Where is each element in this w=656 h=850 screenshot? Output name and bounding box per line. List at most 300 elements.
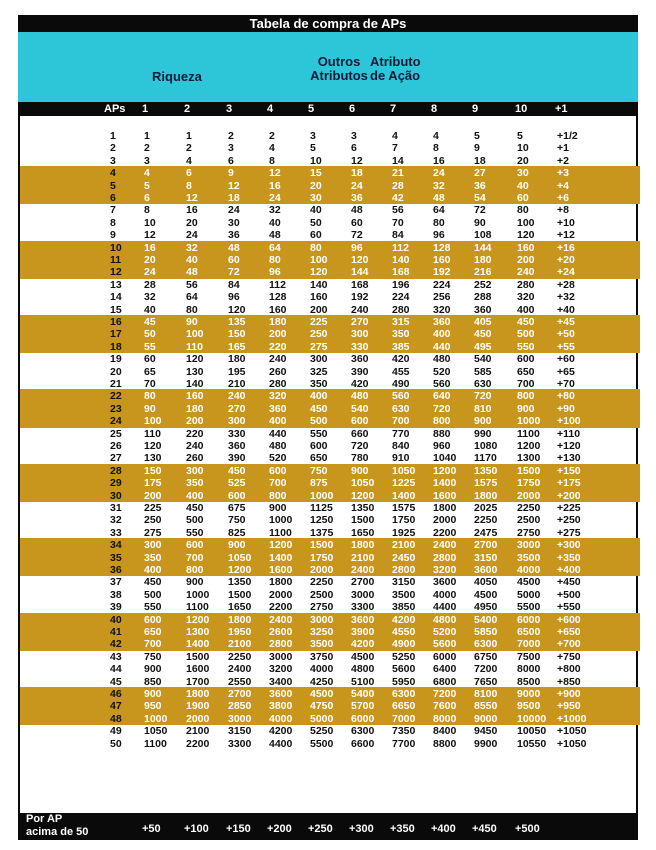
cost-cell: 72	[474, 204, 486, 217]
cost-cell: 4250	[310, 675, 334, 688]
cost-cell: 4500	[351, 650, 375, 663]
cost-cell: 24	[269, 192, 281, 204]
cost-cell: 80	[269, 254, 281, 266]
cost-cell: 45	[144, 316, 156, 328]
cost-cell: 50	[310, 216, 322, 229]
cost-cell: +80	[557, 390, 575, 403]
cost-cell: 20	[186, 216, 198, 229]
cost-cell: 3850	[392, 601, 416, 614]
cost-cell: 10050	[517, 725, 547, 738]
cost-cell: 4200	[269, 725, 293, 738]
cost-cell: 390	[351, 365, 369, 378]
cost-cell: 32	[186, 241, 198, 254]
cost-cell: +1050	[557, 725, 587, 738]
cost-cell: 4550	[392, 626, 416, 638]
cost-cell: +1000	[557, 712, 587, 725]
cost-cell: 1800	[351, 539, 375, 552]
cost-cell: 1000	[186, 588, 210, 601]
cost-cell: 2000	[517, 489, 541, 502]
cost-cell: 56	[392, 204, 404, 217]
table-row	[20, 341, 640, 353]
cost-cell: 175	[144, 477, 162, 490]
ap-cell: 5	[110, 179, 116, 192]
ap-cell: 38	[110, 588, 122, 601]
cost-cell: 80	[517, 204, 529, 217]
cost-cell: 4500	[517, 576, 541, 589]
cost-cell: 48	[186, 266, 198, 279]
cost-cell: 120	[228, 303, 246, 316]
cost-cell: 8	[269, 154, 275, 167]
cost-cell: 3300	[228, 737, 252, 750]
ap-cell: 23	[110, 402, 122, 415]
cost-cell: 750	[228, 514, 246, 527]
ap-cell: 6	[110, 192, 116, 204]
cost-cell: +1050	[557, 737, 587, 750]
cost-cell: 1050	[351, 477, 375, 490]
cost-cell: 6	[228, 154, 234, 167]
cost-cell: 150	[228, 328, 246, 341]
cost-cell: 3750	[310, 650, 334, 663]
cost-cell: +150	[557, 464, 581, 477]
cost-cell: 825	[228, 526, 246, 539]
cost-cell: 650	[310, 452, 328, 465]
cost-cell: 400	[186, 489, 204, 502]
ap-cell: 15	[110, 303, 122, 316]
cost-cell: 1300	[517, 452, 541, 465]
cost-cell: 500	[517, 328, 535, 341]
cost-cell: 910	[392, 452, 410, 465]
cost-cell: 5400	[474, 613, 498, 626]
cost-cell: 8800	[433, 737, 457, 750]
cost-cell: 192	[351, 291, 369, 304]
cost-cell: 240	[351, 303, 369, 316]
cost-cell: 1800	[269, 576, 293, 589]
cost-cell: 7	[392, 142, 398, 155]
cost-cell: 560	[433, 378, 451, 390]
cost-cell: 1100	[269, 526, 292, 539]
cost-cell: 18	[228, 192, 240, 204]
cost-cell: 1375	[310, 526, 334, 539]
cost-cell: 48	[228, 241, 240, 254]
cost-cell: 120	[517, 229, 535, 242]
ap-cell: 16	[110, 316, 122, 328]
cost-cell: +130	[557, 452, 581, 465]
cost-cell: +90	[557, 402, 575, 415]
cost-cell: +175	[557, 477, 581, 490]
cost-cell: 16	[433, 154, 445, 167]
cost-cell: 600	[269, 464, 287, 477]
cost-cell: 810	[474, 402, 492, 415]
cost-cell: +850	[557, 675, 581, 688]
cost-cell: 8100	[474, 688, 498, 700]
cost-cell: 9	[474, 142, 480, 155]
cost-cell: 110	[186, 340, 203, 353]
cost-cell: +1	[557, 142, 569, 155]
cost-cell: 36	[351, 192, 363, 204]
ap-cell: 48	[110, 712, 122, 725]
ap-cell: 46	[110, 688, 122, 700]
cost-cell: 720	[433, 402, 451, 415]
cost-cell: 1800	[474, 489, 498, 502]
cost-cell: +28	[557, 278, 575, 291]
cost-cell: 900	[351, 464, 369, 477]
cost-cell: 120	[351, 254, 369, 266]
cost-cell: 8	[433, 142, 439, 155]
cost-cell: 360	[433, 316, 451, 328]
cost-cell: 1950	[228, 626, 252, 638]
cost-cell: 360	[351, 353, 369, 366]
cost-cell: 16	[144, 241, 156, 254]
cost-cell: 360	[474, 303, 492, 316]
cost-cell: 900	[517, 402, 535, 415]
cost-cell: 2000	[269, 588, 293, 601]
cost-cell: 400	[310, 390, 328, 403]
cost-cell: 252	[474, 278, 492, 291]
cost-cell: 2000	[186, 712, 210, 725]
cost-cell: +60	[557, 353, 575, 366]
cost-cell: 1200	[186, 613, 210, 626]
cost-cell: 200	[144, 489, 162, 502]
cost-cell: 1200	[269, 539, 293, 552]
table-row	[20, 142, 640, 154]
cost-cell: 4	[433, 130, 439, 142]
ap-cell: 37	[110, 576, 122, 589]
cost-cell: 350	[392, 328, 410, 341]
cost-cell: 20	[517, 154, 529, 167]
cost-cell: 2800	[433, 551, 457, 564]
cost-cell: 750	[144, 650, 162, 663]
cost-cell: 550	[186, 526, 204, 539]
cost-cell: +110	[557, 427, 581, 440]
cost-cell: 450	[310, 402, 328, 415]
cost-cell: 32	[269, 204, 281, 217]
cost-cell: 450	[474, 328, 492, 341]
cost-cell: 3	[144, 154, 150, 167]
cost-cell: 240	[186, 440, 204, 452]
cost-cell: 6500	[517, 626, 541, 638]
cost-cell: 3200	[269, 663, 293, 676]
cost-cell: +40	[557, 303, 575, 316]
cost-cell: 2250	[474, 514, 498, 527]
cost-cell: 600	[517, 353, 535, 366]
cost-cell: 3600	[351, 613, 375, 626]
cost-cell: 1400	[269, 551, 293, 564]
ap-cell: 7	[110, 204, 116, 217]
ap-cell: 4	[110, 167, 116, 180]
cost-cell: 1350	[228, 576, 252, 589]
ap-cell: 41	[110, 626, 122, 638]
cost-cell: 1350	[474, 464, 498, 477]
column-header: APs	[104, 103, 126, 115]
cost-cell: 40	[269, 216, 281, 229]
cost-cell: 1040	[433, 452, 457, 465]
cost-cell: 5	[310, 142, 316, 155]
cost-cell: 1500	[310, 539, 334, 552]
cost-cell: 360	[228, 440, 246, 452]
cost-cell: 440	[433, 340, 451, 353]
cost-cell: 1500	[186, 650, 210, 663]
cost-cell: 1750	[392, 514, 416, 527]
cost-cell: 2200	[186, 737, 210, 750]
cost-cell: 4	[392, 130, 398, 142]
table-row	[20, 688, 640, 700]
cost-cell: 990	[474, 427, 492, 440]
table-row	[20, 266, 640, 278]
cost-cell: 1125	[310, 502, 333, 514]
cost-cell: 160	[186, 390, 204, 403]
cost-cell: 455	[392, 365, 410, 378]
cost-cell: 480	[351, 390, 369, 403]
cost-cell: 3000	[517, 539, 541, 552]
cost-cell: 1575	[474, 477, 498, 490]
cost-cell: 1000	[310, 489, 334, 502]
cost-cell: 550	[517, 340, 535, 353]
cost-cell: +1/2	[557, 130, 578, 142]
cost-cell: 5100	[351, 675, 375, 688]
cost-cell: 900	[186, 576, 204, 589]
table-row	[20, 353, 640, 365]
cost-cell: 1000	[517, 415, 541, 428]
table-row	[20, 155, 640, 167]
cost-cell: 2600	[269, 626, 293, 638]
footer-label: Por AP acima de 50	[26, 813, 89, 838]
table-row	[20, 477, 640, 489]
cost-cell: 2	[186, 142, 192, 155]
cost-cell: 600	[228, 489, 246, 502]
cost-cell: +10	[557, 216, 575, 229]
cost-cell: 1800	[228, 613, 252, 626]
cost-cell: 28	[144, 278, 156, 291]
cost-cell: 3400	[269, 675, 293, 688]
cost-cell: 80	[186, 303, 198, 316]
ap-cell: 31	[110, 502, 122, 514]
cost-cell: 880	[433, 427, 451, 440]
cost-cell: 224	[433, 278, 451, 291]
cost-cell: 2250	[228, 650, 252, 663]
footer-value: +300	[349, 823, 374, 835]
cost-cell: 7600	[433, 700, 457, 713]
cost-cell: 3000	[351, 588, 375, 601]
cost-cell: 7200	[474, 663, 498, 676]
cost-cell: 160	[310, 291, 328, 304]
cost-cell: 32	[144, 291, 156, 304]
cost-cell: 180	[474, 254, 492, 266]
cost-cell: 32	[433, 179, 445, 192]
table-row	[20, 254, 640, 266]
table-row	[20, 676, 640, 688]
cost-cell: +250	[557, 514, 581, 527]
table-row	[20, 465, 640, 477]
cost-cell: 720	[351, 440, 369, 452]
cost-cell: 21	[392, 167, 404, 180]
cost-cell: 80	[433, 216, 445, 229]
cost-cell: 585	[474, 365, 492, 378]
cost-cell: 600	[186, 539, 204, 552]
cost-cell: 3500	[392, 588, 416, 601]
cost-cell: 630	[392, 402, 410, 415]
cost-cell: 2550	[228, 675, 252, 688]
cost-cell: 800	[517, 390, 535, 403]
cost-cell: 12	[351, 154, 363, 167]
cost-cell: 42	[392, 192, 404, 204]
cost-cell: 800	[269, 489, 287, 502]
ap-cell: 30	[110, 489, 122, 502]
cost-cell: 10	[517, 142, 529, 155]
cost-cell: 5850	[474, 626, 498, 638]
column-header: 2	[184, 103, 191, 115]
cost-cell: +200	[557, 489, 581, 502]
cost-cell: 40	[517, 179, 529, 192]
cost-cell: 4000	[269, 712, 293, 725]
table-row	[20, 217, 640, 229]
ap-cell: 11	[110, 254, 122, 266]
cost-cell: 1080	[474, 440, 498, 452]
cost-cell: 2100	[392, 539, 416, 552]
cost-cell: 630	[474, 378, 492, 390]
column-header: 4	[267, 103, 274, 115]
cost-cell: 600	[310, 440, 328, 452]
ap-purchase-table	[18, 15, 638, 840]
cost-cell: 1200	[351, 489, 375, 502]
cost-cell: 120	[310, 266, 328, 279]
cost-cell: 1400	[392, 489, 416, 502]
cost-cell: 200	[310, 303, 328, 316]
cost-cell: 10000	[517, 712, 547, 725]
cost-cell: 3500	[517, 551, 541, 564]
cost-cell: 27	[474, 167, 486, 180]
cost-cell: 1400	[433, 477, 457, 490]
cost-cell: 220	[269, 340, 287, 353]
cost-cell: +12	[557, 229, 575, 242]
cost-cell: 2400	[351, 564, 375, 576]
cost-cell: 1800	[186, 688, 210, 700]
cost-cell: 8550	[474, 700, 498, 713]
cost-cell: 216	[474, 266, 492, 279]
cost-cell: 84	[228, 278, 240, 291]
cost-cell: 900	[228, 539, 246, 552]
cost-cell: 65	[144, 365, 156, 378]
cost-cell: 210	[228, 378, 246, 390]
cost-cell: 6	[351, 142, 357, 155]
cost-cell: 2000	[310, 564, 334, 576]
cost-cell: 800	[433, 415, 451, 428]
cost-cell: 4000	[310, 663, 334, 676]
cost-cell: 4050	[474, 576, 498, 589]
cost-cell: 5000	[517, 588, 541, 601]
cost-cell: 875	[310, 477, 328, 490]
table-row	[20, 601, 640, 613]
cost-cell: 1100	[144, 737, 167, 750]
cost-cell: 2700	[351, 576, 375, 589]
cost-cell: +24	[557, 266, 575, 279]
cost-cell: 7350	[392, 725, 416, 738]
ap-cell: 2	[110, 142, 116, 155]
cost-cell: 4200	[392, 613, 416, 626]
cost-cell: 3	[351, 130, 357, 142]
cost-cell: +600	[557, 613, 581, 626]
cost-cell: 1500	[351, 514, 375, 527]
cost-cell: 6400	[433, 663, 457, 676]
cost-cell: +500	[557, 588, 581, 601]
cost-cell: 9450	[474, 725, 498, 738]
cost-cell: +550	[557, 601, 581, 614]
cost-cell: 1750	[517, 477, 541, 490]
cost-cell: 195	[228, 365, 246, 378]
table-row	[20, 304, 640, 316]
cost-cell: 280	[269, 378, 287, 390]
cost-cell: 7700	[392, 737, 416, 750]
cost-cell: 150	[144, 464, 162, 477]
cost-cell: 550	[310, 427, 328, 440]
cost-cell: +950	[557, 700, 581, 713]
cost-cell: 6300	[474, 638, 498, 651]
cost-cell: 8400	[433, 725, 457, 738]
cost-cell: 900	[144, 688, 162, 700]
cost-cell: 55	[144, 340, 156, 353]
ap-cell: 33	[110, 526, 122, 539]
cost-cell: 90	[144, 402, 156, 415]
cost-cell: 40	[310, 204, 322, 217]
cost-cell: 3150	[392, 576, 416, 589]
table-row	[20, 378, 640, 390]
cost-cell: 108	[474, 229, 492, 242]
cost-cell: 6300	[392, 688, 416, 700]
cost-cell: +750	[557, 650, 581, 663]
cost-cell: 950	[144, 700, 162, 713]
cost-cell: 6300	[351, 725, 375, 738]
cost-cell: +100	[557, 415, 581, 428]
cost-cell: 112	[269, 278, 286, 291]
cost-cell: 12	[144, 229, 156, 242]
cost-cell: 500	[144, 588, 162, 601]
cost-cell: 84	[392, 229, 404, 242]
cost-cell: 50	[144, 328, 156, 341]
cost-cell: 450	[517, 316, 535, 328]
table-row	[20, 713, 640, 725]
cost-cell: 1050	[228, 551, 252, 564]
cost-cell: 100	[186, 328, 204, 341]
cost-cell: +6	[557, 192, 569, 204]
cost-cell: 1200	[433, 464, 457, 477]
cost-cell: 3300	[351, 601, 375, 614]
footer-value: +350	[390, 823, 415, 835]
cost-cell: 64	[186, 291, 198, 304]
table-title: Tabela de compra de APs	[18, 15, 638, 32]
column-header: 1	[142, 103, 149, 115]
cost-cell: +900	[557, 688, 581, 700]
cost-cell: 300	[144, 539, 162, 552]
cost-cell: 70	[392, 216, 404, 229]
cost-cell: 1900	[186, 700, 210, 713]
table-row	[20, 663, 640, 675]
cost-cell: +16	[557, 241, 575, 254]
cost-cell: 2000	[433, 514, 457, 527]
cost-cell: 3200	[433, 564, 457, 576]
table-row	[20, 626, 640, 638]
cost-cell: 4400	[433, 601, 457, 614]
cost-cell: 850	[144, 675, 162, 688]
cost-cell: 540	[474, 353, 492, 366]
cost-cell: 4750	[310, 700, 334, 713]
cost-cell: 330	[351, 340, 369, 353]
cost-cell: 360	[269, 402, 287, 415]
cost-cell: 8	[144, 204, 150, 217]
cost-cell: 1600	[269, 564, 293, 576]
ap-cell: 18	[110, 340, 122, 353]
cost-cell: 400	[144, 564, 162, 576]
cost-cell: 320	[433, 303, 451, 316]
cost-cell: +700	[557, 638, 581, 651]
